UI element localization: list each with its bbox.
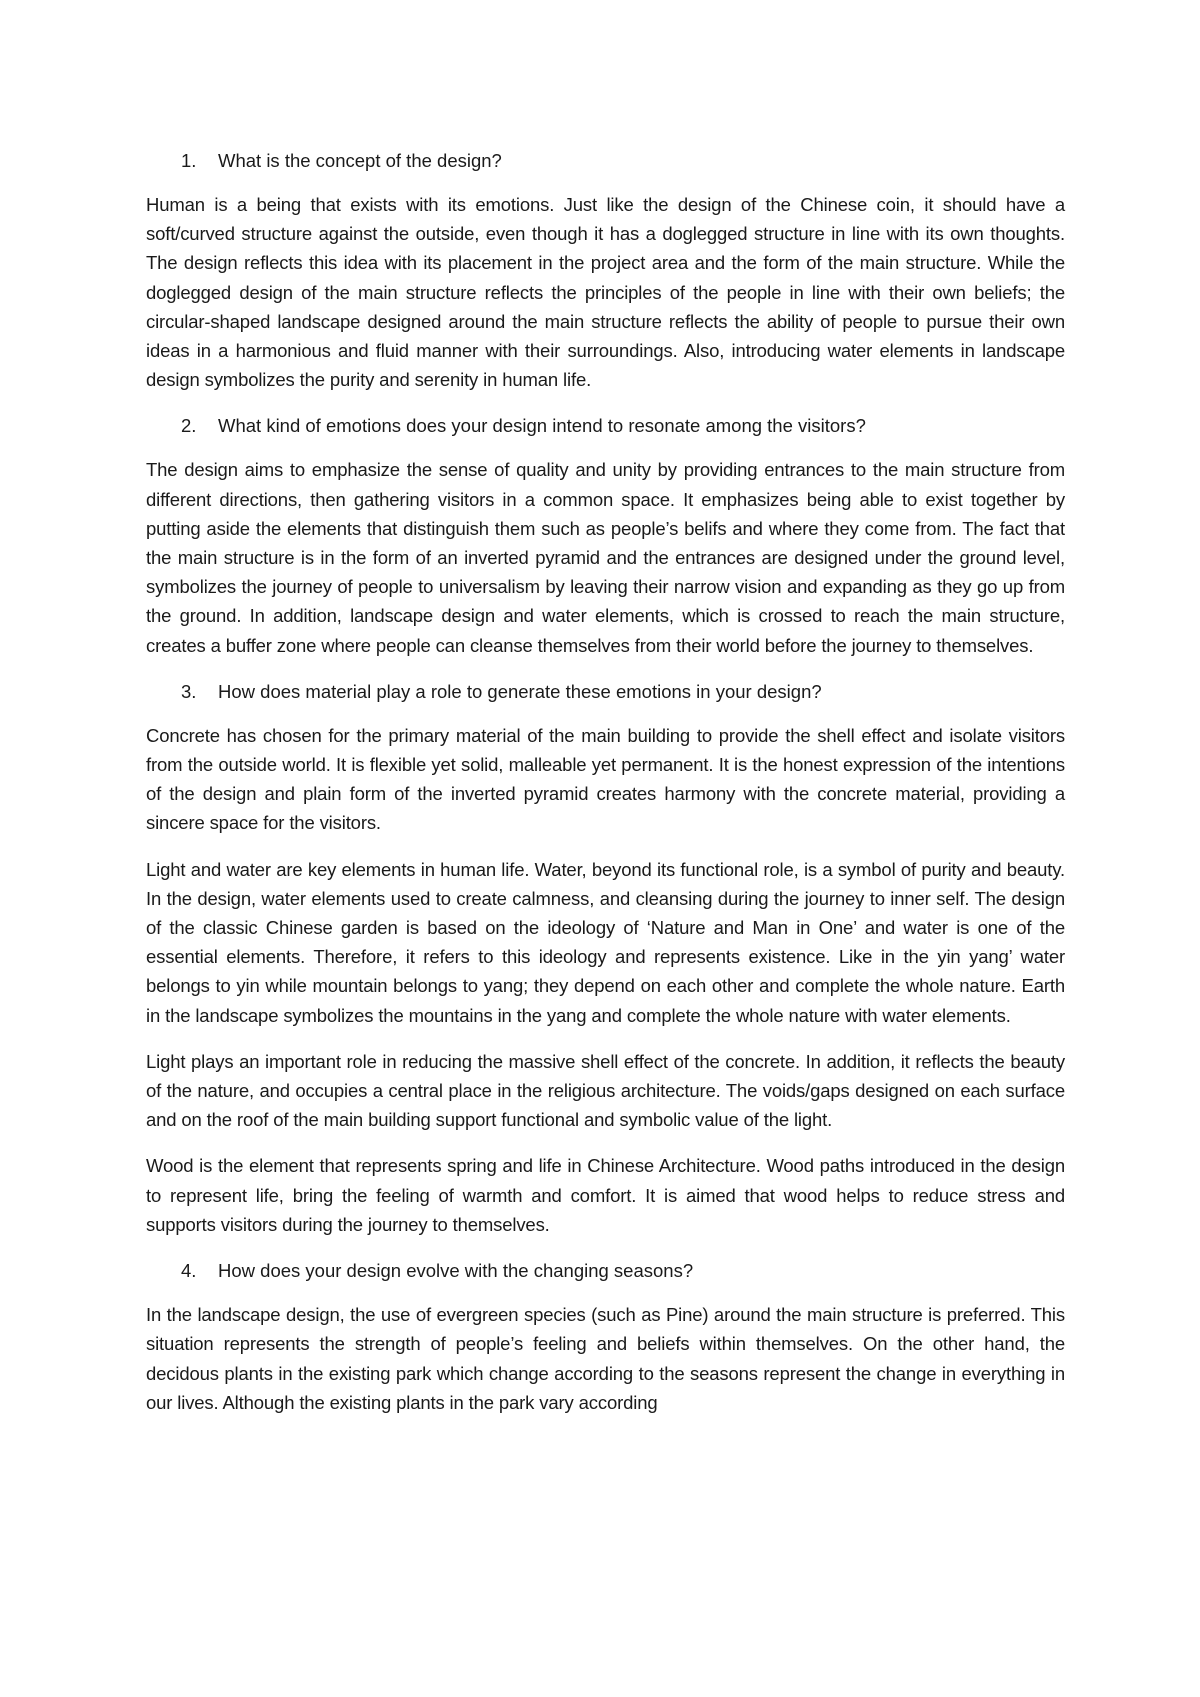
answer-3-paragraph-light-water: Light and water are key elements in human life. Water, beyond its functional role, is a symbol of purity and beauty. In the design, water elements used to create calmness, and cleansing during the journey to inner self. The design of the classic Chinese garden is based on the ideology of ‘Nature and Man in One’ and water is one of the essential elements. Therefore, it refers to this ideology and represents existence. Like in the yin yang’ water belongs to yin while mountain belongs to yang; they depend on each other and complete the whole nature. Earth in the landscape symbolizes the mountains in the yang and complete the whole nature with water elements. xyxy=(146,858,1065,1026)
answer-1-paragraph: Human is a being that exists with its emotions. Just like the design of the Chinese coin, it should have a soft/curved structure against the outside, even though it has a doglegged structure in line with its own thoughts. The design reflects this idea with its placement in the project area and the form of the main structure. While the doglegged design of the main structure reflects the principles of the people in line with their own beliefs; the circular-shaped landscape designed around the main structure reflects the ability of people to pursue their own ideas in a harmonious and fluid manner with their surroundings. Also, introducing water elements in landscape design symbolizes the purity and serenity in human life. xyxy=(146,194,1065,391)
question-1 xyxy=(181,146,1065,175)
answer-3-paragraph-concrete: Concrete has chosen for the primary material of the main building to provide the shell effect and isolate visitors from the outside world. It is flexible yet solid, malleable yet permanent. It is the honest expression of the intentions of the design and plain form of the inverted pyramid creates harmony with the concrete material, providing a sincere space for the visitors. xyxy=(146,724,1065,834)
answer-3-paragraph-light: Light plays an important role in reducing the massive shell effect of the concrete. In addition, it reflects the beauty of the nature, and occupies a central place in the religious architecture. The voids/gaps designed on each surface and on the roof of the main building support functional and symbolic value of the light. xyxy=(146,1050,1065,1131)
question-3-number: 3. xyxy=(181,680,197,702)
answer-3-paragraph-wood: Wood is the element that represents spring and life in Chinese Architecture. Wood paths introduced in the design to represent life, bring the feeling of warmth and comfort. It is aimed that wood helps to reduce stress and supports visitors during the journey to themselves. xyxy=(146,1155,1065,1235)
question-3 xyxy=(181,677,1065,706)
question-2 xyxy=(181,411,1065,440)
answer-4-paragraph: In the landscape design, the use of evergreen species (such as Pine) around the main structure is preferred. This situation represents the strength of people’s feeling and beliefs within themselves. On the other hand, the decidous plants in the existing park which change according to the seasons represent the change in everything in our lives. Although the existing plants in the park vary according xyxy=(146,1304,1065,1413)
question-2-text: What kind of emotions does your design intend to resonate among the visitors? xyxy=(218,415,866,437)
question-4-number: 4. xyxy=(181,1260,197,1282)
question-4 xyxy=(181,1256,1065,1285)
question-3-text: How does material play a role to generate these emotions in your design? xyxy=(218,680,822,702)
question-4-text: How does your design evolve with the changing seasons? xyxy=(218,1260,694,1282)
document-body xyxy=(146,146,1065,1417)
question-1-number: 1. xyxy=(181,150,197,171)
answer-2-paragraph: The design aims to emphasize the sense of quality and unity by providing entrances to the main structure from different directions, then gathering visitors in a common space. It emphasizes being able to exist together by putting aside the elements that distinguish them such as people’s belifs and where they come from. The fact that the main structure is in the form of an inverted pyramid and the entrances are designed under the ground level, symbolizes the journey of people to universalism by leaving their narrow vision and expanding as they go up from the ground. In addition, landscape design and water elements, which is crossed to reach the main structure, creates a buffer zone where people can cleanse themselves from their world before the journey to themselves. xyxy=(146,459,1065,656)
question-1-text: What is the concept of the design? xyxy=(218,150,502,171)
question-2-number: 2. xyxy=(181,415,197,437)
